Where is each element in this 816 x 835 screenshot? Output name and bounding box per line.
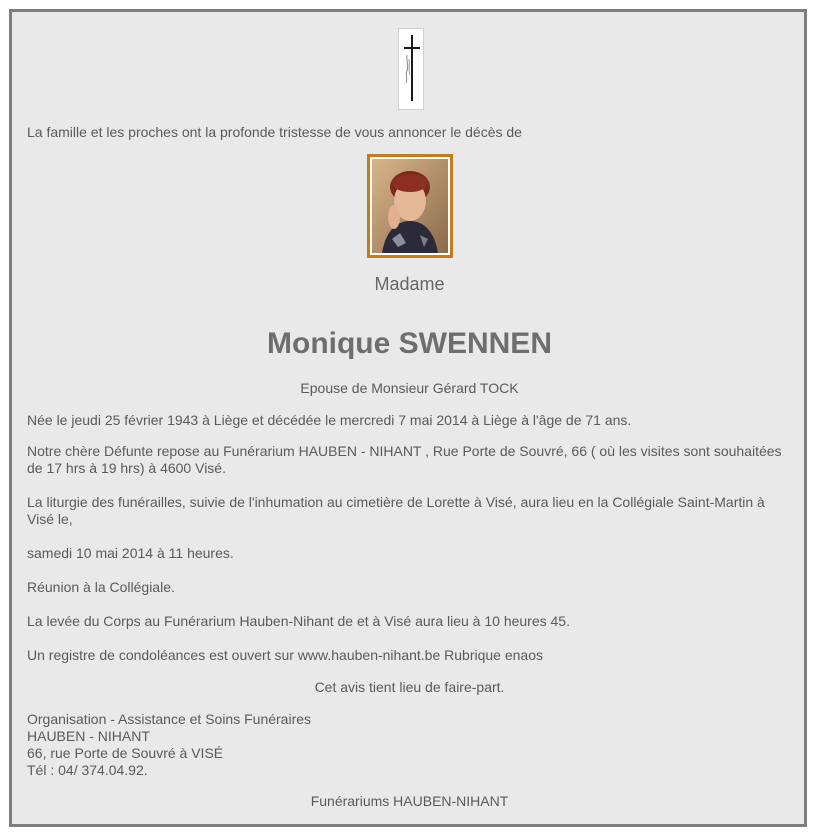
liturgy-text: La liturgie des funérailles, suivie de l'inhumation au cimetière de Lorette à Visé, aura lieu en la Collégiale Saint-Martin à Visé le,: [27, 494, 765, 527]
organisation-line-3: 66, rue Porte de Souvré à VISÉ: [27, 745, 224, 761]
levee-text: La levée du Corps au Funérarium Hauben-Nihant de et à Visé aura lieu à 10 heures 45.: [27, 613, 570, 629]
register-text: Un registre de condoléances est ouvert sur www.hauben-nihant.be Rubrique enaos: [27, 647, 543, 663]
organisation-line-1: Organisation - Assistance et Soins Funéraires: [27, 711, 312, 727]
spouse-text: Epouse de Monsieur Gérard TOCK: [300, 380, 519, 396]
footer-text: Funérariums HAUBEN-NIHANT: [310, 793, 509, 809]
honorific: Madame: [374, 274, 445, 294]
rest-place-text: Notre chère Défunte repose au Funérarium HAUBEN - NIHANT , Rue Porte de Souvré, 66 ( où les visites sont souhaitées de 17 hrs à 19 hrs) à 4600 Visé.: [27, 443, 782, 476]
organisation-block: [27, 711, 792, 779]
intro-text: La famille et les proches ont la profonde tristesse de vous annoncer le décès de: [27, 124, 522, 140]
organisation-phone: Tél : 04/ 374.04.92.: [27, 762, 148, 778]
cross-icon: [398, 28, 424, 110]
portrait-photo: [367, 154, 453, 258]
meeting-text: Réunion à la Collégiale.: [27, 579, 175, 595]
obituary-card: [9, 9, 807, 827]
ceremony-date: samedi 10 mai 2014 à 11 heures.: [27, 545, 234, 561]
birth-death-text: Née le jeudi 25 février 1943 à Liège et décédée le mercredi 7 mai 2014 à Liège à l'âge de 71 ans.: [27, 412, 632, 428]
organisation-line-2: HAUBEN - NIHANT: [27, 728, 150, 744]
deceased-name: Monique SWENNEN: [267, 327, 552, 360]
notice-text: Cet avis tient lieu de faire-part.: [314, 679, 505, 695]
